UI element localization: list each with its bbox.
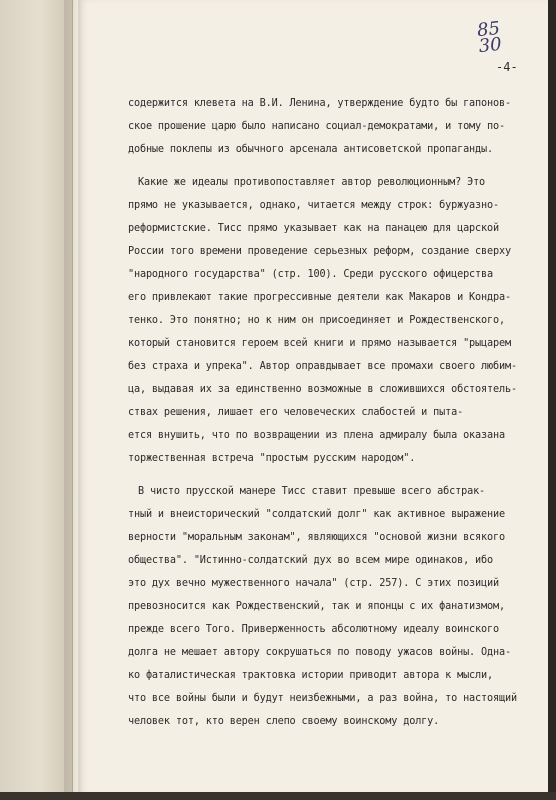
paragraph — [128, 480, 528, 733]
text-line: тенко. Это понятно; но к ним он присоединяет и Рождественского, — [128, 315, 505, 326]
folio-mark-old: 85 — [476, 17, 502, 42]
text-line: верности "моральным законам", являющихся "основой жизни всякого — [128, 532, 505, 543]
text-line: ское прошение царю было написано социал-демократами, и тому по- — [128, 121, 505, 132]
text-line: ца, выдавая их за единственно возможные в сложившихся обстоятель- — [128, 384, 517, 395]
text-line: ется внушить, что по возвращении из плена адмиралу была оказана — [128, 430, 505, 441]
text-line: превозносится как Рождественский, так и японцы с их фанатизмом, — [128, 601, 505, 612]
text-line: прямо не указывается, однако, читается между строк: буржуазно- — [128, 200, 499, 211]
previous-page-edge — [0, 0, 73, 800]
text-line: ко фаталистическая трактовка истории приводит автора к мысли, — [128, 670, 493, 681]
text-line: это дух вечно мужественного начала" (стр. 257). С этих позиций — [128, 578, 499, 589]
scan-border-right — [548, 0, 556, 800]
text-line: Какие же идеалы противопоставляет автор революционным? Это — [138, 177, 486, 188]
text-line: содержится клевета на В.И. Ленина, утверждение будто бы гапонов- — [128, 98, 511, 109]
text-line: торжественная встреча "простым русским народом". — [128, 453, 416, 464]
text-line: что все войны были и будут неизбежными, а раз война, то настоящий — [128, 693, 517, 704]
folio-mark-new: 30 — [477, 33, 503, 58]
text-line: долга не мешает автору сокрушаться по поводу ужасов войны. Одна- — [128, 647, 511, 658]
text-line: "народного государства" (стр. 100). Среди русского офицерства — [128, 269, 493, 280]
text-line: ствах решения, лишает его человеческих слабостей и пыта- — [128, 407, 464, 418]
text-line: человек тот, кто верен слепо своему воинскому долгу. — [128, 716, 440, 727]
text-line: добные поклепы из обычного арсенала антисоветской пропаганды. — [128, 144, 493, 155]
text-line: прежде всего Того. Приверженность абсолютному идеалу воинского — [128, 624, 499, 635]
text-line: без страха и упрека". Автор оправдывает все промахи своего любим- — [128, 361, 517, 372]
paragraph — [128, 92, 528, 161]
binding-shadow — [64, 0, 78, 800]
scan-border-bottom — [0, 792, 556, 800]
text-line: России того времени проведение серьезных реформ, создание сверху — [128, 246, 511, 257]
handwritten-folio-number — [476, 17, 503, 58]
text-line: который становится героем всей книги и прямо называется "рыцарем — [128, 338, 511, 349]
typewritten-text — [128, 92, 528, 743]
text-line: тный и внеисторический "солдатский долг" как активное выражение — [128, 509, 505, 520]
text-line: его привлекают такие прогрессивные деятели как Макаров и Кондра- — [128, 292, 511, 303]
page-number: -4- — [496, 60, 518, 74]
paragraph — [128, 171, 528, 470]
text-line: общества". "Истинно-солдатский дух во всем мире одинаков, ибо — [128, 555, 493, 566]
text-line: В чисто прусской манере Тисс ставит превыше всего абстрак- — [138, 486, 486, 497]
text-line: реформистские. Тисс прямо указывает как на панацею для царской — [128, 223, 499, 234]
